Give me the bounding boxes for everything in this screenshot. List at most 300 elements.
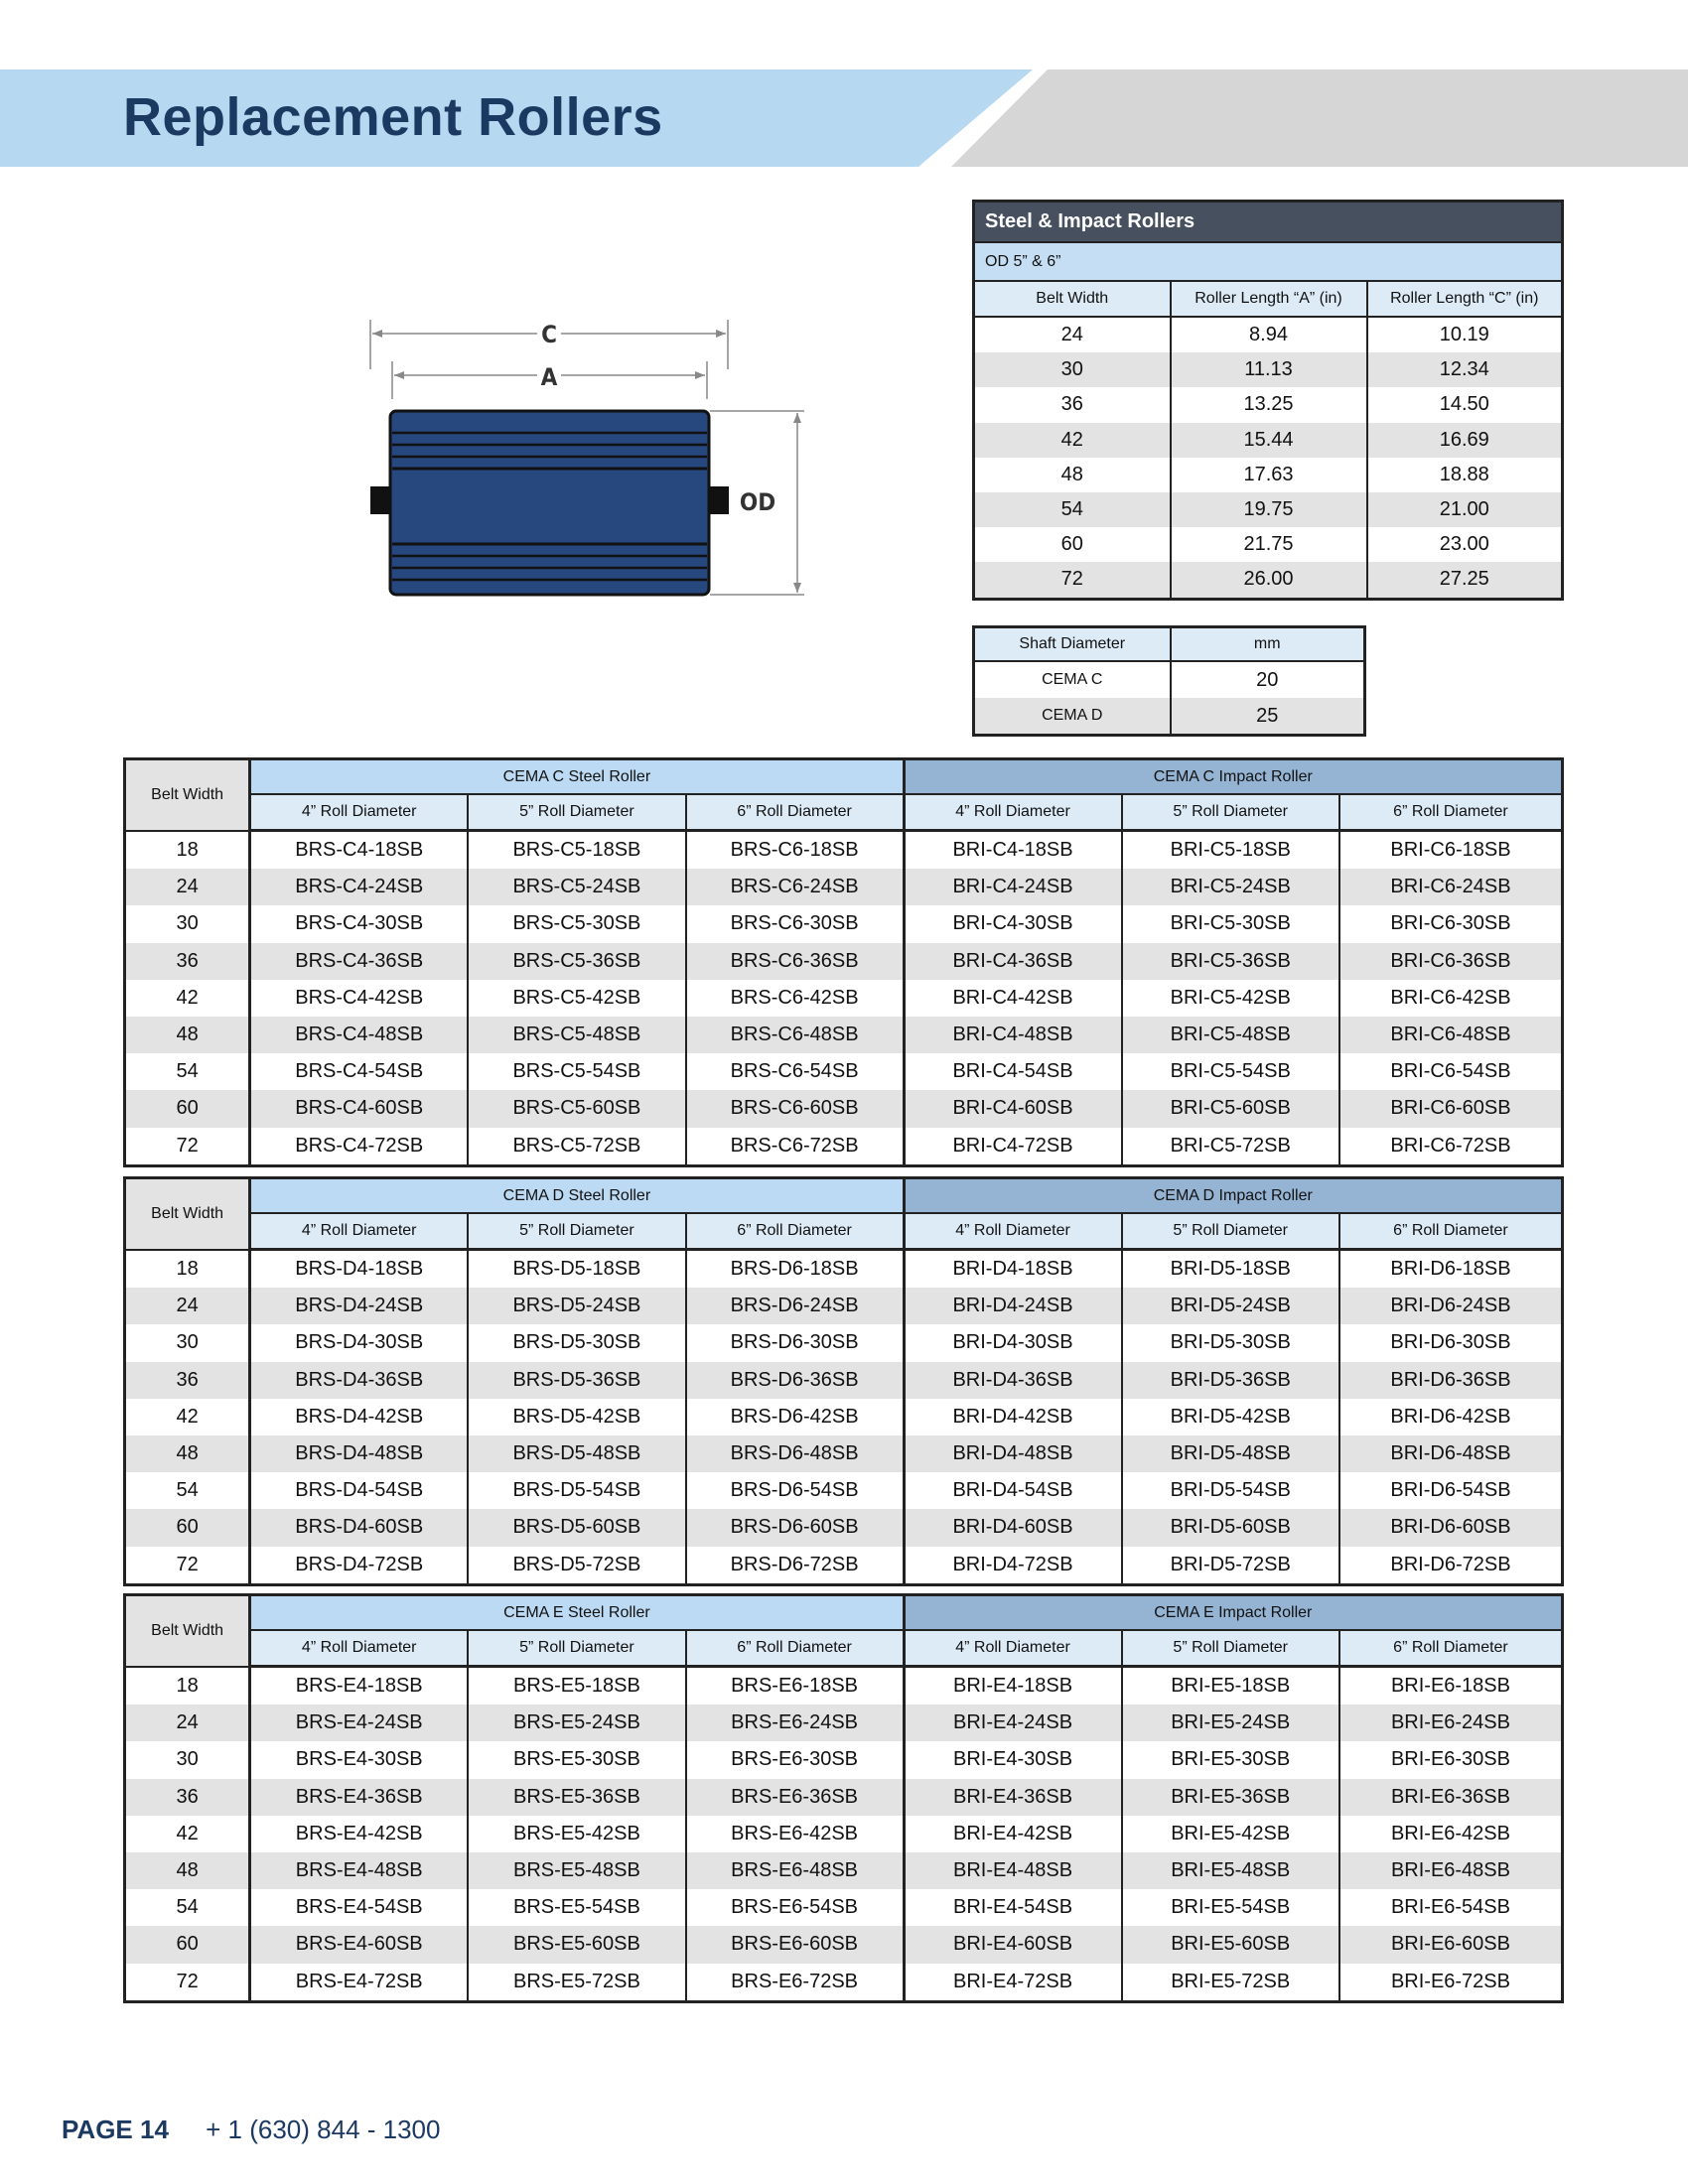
phone-number: + 1 (630) 844 - 1300 [206,2115,441,2144]
belt-width-cell: 30 [125,1741,250,1778]
part-number-cell: BRI-D5-42SB [1122,1399,1339,1435]
roll-diameter-header: 5” Roll Diameter [1122,1213,1339,1250]
part-number-cell: BRS-D6-24SB [686,1288,904,1324]
table-cell: 42 [974,423,1171,458]
part-number-cell: BRS-C4-18SB [250,831,468,870]
part-number-cell: BRS-E6-72SB [686,1964,904,2002]
table-row [125,1472,1563,1509]
part-number-cell: BRI-C6-72SB [1339,1128,1563,1166]
belt-width-cell: 36 [125,943,250,980]
part-number-cell: BRI-D4-72SB [904,1547,1121,1585]
belt-width-cell: 36 [125,1362,250,1399]
table-row [974,458,1563,492]
table-cell: 19.75 [1171,492,1367,527]
part-number-cell: BRI-C6-42SB [1339,980,1563,1017]
part-number-cell: BRS-D4-30SB [250,1324,468,1361]
part-number-cell: BRI-E5-24SB [1122,1705,1339,1741]
belt-width-header: Belt Width [125,1178,250,1250]
table-cell: 15.44 [1171,423,1367,458]
table-cell: 21.75 [1171,527,1367,562]
table-row [125,1053,1563,1090]
belt-width-header: Belt Width [125,1595,250,1667]
table-row [125,943,1563,980]
roll-diameter-header: 4” Roll Diameter [904,1630,1121,1667]
part-number-cell: BRI-D4-42SB [904,1399,1121,1435]
part-number-cell: BRI-D5-72SB [1122,1547,1339,1585]
table-row [125,1964,1563,2002]
table-row [125,905,1563,942]
part-number-cell: BRI-D4-60SB [904,1509,1121,1546]
belt-width-cell: 24 [125,869,250,905]
roll-diameter-header: 6” Roll Diameter [1339,794,1563,831]
steel-roller-group-header: CEMA C Steel Roller [250,759,904,795]
table-cell: 20 [1171,661,1365,698]
part-number-cell: BRS-D5-72SB [468,1547,685,1585]
part-number-cell: BRI-E4-60SB [904,1926,1121,1963]
part-number-cell: BRS-D5-18SB [468,1250,685,1289]
part-number-cell: BRS-C6-48SB [686,1017,904,1053]
part-number-cell: BRI-E6-54SB [1339,1889,1563,1926]
part-number-cell: BRI-D4-18SB [904,1250,1121,1289]
belt-width-cell: 60 [125,1509,250,1546]
label-c: C [541,321,557,348]
part-number-cell: BRS-D5-48SB [468,1435,685,1472]
table-cell: 72 [974,562,1171,599]
belt-width-cell: 42 [125,1816,250,1852]
sub-header-row [125,1213,1563,1250]
part-number-cell: BRI-D4-54SB [904,1472,1121,1509]
table-row [125,1128,1563,1166]
table-row [125,1399,1563,1435]
roll-diameter-header: 4” Roll Diameter [250,1630,468,1667]
table-row [125,1435,1563,1472]
part-number-cell: BRS-E6-54SB [686,1889,904,1926]
part-number-cell: BRS-D5-30SB [468,1324,685,1361]
table-row [974,492,1563,527]
roll-diameter-header: 4” Roll Diameter [250,794,468,831]
belt-width-cell: 60 [125,1090,250,1127]
part-number-cell: BRI-D6-48SB [1339,1435,1563,1472]
part-number-cell: BRS-D4-42SB [250,1399,468,1435]
part-number-cell: BRI-E4-36SB [904,1779,1121,1816]
part-number-cell: BRS-D6-18SB [686,1250,904,1289]
footer [62,2115,440,2145]
part-number-cell: BRS-D5-36SB [468,1362,685,1399]
roll-diameter-header: 4” Roll Diameter [250,1213,468,1250]
part-number-cell: BRI-E4-24SB [904,1705,1121,1741]
part-number-cell: BRS-C5-72SB [468,1128,685,1166]
part-number-cell: BRI-E5-42SB [1122,1816,1339,1852]
part-number-cell: BRI-D4-48SB [904,1435,1121,1472]
belt-width-cell: 24 [125,1705,250,1741]
part-number-cell: BRS-D6-36SB [686,1362,904,1399]
part-number-cell: BRI-D5-36SB [1122,1362,1339,1399]
cema-e-part-table [123,1593,1564,2003]
part-number-cell: BRI-E6-72SB [1339,1964,1563,2002]
part-number-cell: BRI-D5-54SB [1122,1472,1339,1509]
part-number-cell: BRI-C4-30SB [904,905,1121,942]
roll-diameter-header: 6” Roll Diameter [686,1213,904,1250]
table-row [125,1779,1563,1816]
roll-diameter-header: 5” Roll Diameter [468,1630,685,1667]
part-number-cell: BRS-C6-18SB [686,831,904,870]
part-number-cell: BRS-E5-72SB [468,1964,685,2002]
part-number-cell: BRS-E6-18SB [686,1667,904,1706]
part-number-cell: BRS-E5-48SB [468,1852,685,1889]
part-number-cell: BRS-E4-48SB [250,1852,468,1889]
part-number-cell: BRI-E5-18SB [1122,1667,1339,1706]
table-cell: 17.63 [1171,458,1367,492]
part-number-cell: BRS-E6-36SB [686,1779,904,1816]
belt-width-cell: 54 [125,1053,250,1090]
part-number-cell: BRI-C5-54SB [1122,1053,1339,1090]
table-row [125,1705,1563,1741]
part-number-cell: BRS-E6-60SB [686,1926,904,1963]
part-number-cell: BRS-E5-60SB [468,1926,685,1963]
part-number-cell: BRS-E5-54SB [468,1889,685,1926]
part-number-cell: BRI-D4-24SB [904,1288,1121,1324]
part-number-cell: BRI-C5-36SB [1122,943,1339,980]
part-number-cell: BRS-E4-18SB [250,1667,468,1706]
part-number-cell: BRS-C4-48SB [250,1017,468,1053]
part-number-cell: BRI-E4-30SB [904,1741,1121,1778]
roller-length-table [972,200,1564,601]
part-number-cell: BRS-C4-72SB [250,1128,468,1166]
part-number-cell: BRI-D6-36SB [1339,1362,1563,1399]
belt-width-cell: 48 [125,1435,250,1472]
part-number-cell: BRI-C4-48SB [904,1017,1121,1053]
table-cell: 8.94 [1171,317,1367,352]
part-number-cell: BRS-E5-42SB [468,1816,685,1852]
table-row [125,1889,1563,1926]
table-row [125,1090,1563,1127]
part-number-cell: BRI-D5-24SB [1122,1288,1339,1324]
part-number-cell: BRS-C5-18SB [468,831,685,870]
part-number-cell: BRS-D4-54SB [250,1472,468,1509]
part-number-cell: BRI-D4-30SB [904,1324,1121,1361]
part-number-cell: BRI-E5-72SB [1122,1964,1339,2002]
part-number-cell: BRS-D4-48SB [250,1435,468,1472]
group-header-row [125,759,1563,795]
table-row [974,698,1365,736]
part-number-cell: BRI-C5-18SB [1122,831,1339,870]
part-number-cell: BRI-C4-36SB [904,943,1121,980]
part-number-cell: BRS-C4-54SB [250,1053,468,1090]
table-row [125,1852,1563,1889]
part-number-cell: BRS-E5-24SB [468,1705,685,1741]
page-number: PAGE 14 [62,2115,169,2144]
table-row [125,1547,1563,1585]
part-number-cell: BRI-E6-30SB [1339,1741,1563,1778]
part-number-cell: BRI-E4-48SB [904,1852,1121,1889]
part-number-cell: BRS-C5-60SB [468,1090,685,1127]
table-cell: CEMA D [974,698,1171,736]
roll-diameter-header: 4” Roll Diameter [904,1213,1121,1250]
part-number-cell: BRI-C5-42SB [1122,980,1339,1017]
part-number-cell: BRI-C5-30SB [1122,905,1339,942]
part-number-cell: BRS-D5-54SB [468,1472,685,1509]
part-number-cell: BRS-C4-42SB [250,980,468,1017]
part-number-cell: BRS-D6-42SB [686,1399,904,1435]
part-number-cell: BRS-E6-42SB [686,1816,904,1852]
part-number-cell: BRS-D4-18SB [250,1250,468,1289]
part-number-cell: BRI-D6-24SB [1339,1288,1563,1324]
column-header: Roller Length “A” (in) [1171,281,1367,317]
part-number-cell: BRI-C4-72SB [904,1128,1121,1166]
table-row [125,1324,1563,1361]
roll-diameter-header: 4” Roll Diameter [904,794,1121,831]
spec-table-subtitle: OD 5” & 6” [974,242,1563,281]
part-number-cell: BRI-C6-36SB [1339,943,1563,980]
part-number-cell: BRS-C6-72SB [686,1128,904,1166]
part-number-cell: BRS-D4-60SB [250,1509,468,1546]
part-number-cell: BRI-C4-42SB [904,980,1121,1017]
table-cell: 18.88 [1367,458,1563,492]
part-number-cell: BRS-E6-24SB [686,1705,904,1741]
table-row [125,1250,1563,1289]
table-row [974,423,1563,458]
part-number-cell: BRS-D4-24SB [250,1288,468,1324]
spec-table-title: Steel & Impact Rollers [974,202,1563,243]
belt-width-cell: 60 [125,1926,250,1963]
part-number-cell: BRI-C5-60SB [1122,1090,1339,1127]
part-number-cell: BRI-E5-30SB [1122,1741,1339,1778]
part-number-cell: BRS-C4-24SB [250,869,468,905]
part-number-cell: BRI-E6-48SB [1339,1852,1563,1889]
table-row [125,1288,1563,1324]
table-cell: 48 [974,458,1171,492]
group-header-row [125,1595,1563,1631]
belt-width-cell: 72 [125,1547,250,1585]
belt-width-cell: 42 [125,980,250,1017]
table-row [125,1509,1563,1546]
group-header-row [125,1178,1563,1214]
table-cell: 13.25 [1171,387,1367,422]
part-number-cell: BRS-C5-24SB [468,869,685,905]
part-number-cell: BRI-E6-60SB [1339,1926,1563,1963]
belt-width-cell: 18 [125,831,250,870]
part-number-cell: BRS-C4-36SB [250,943,468,980]
table-cell: 14.50 [1367,387,1563,422]
part-number-cell: BRI-C6-48SB [1339,1017,1563,1053]
belt-width-cell: 54 [125,1889,250,1926]
part-number-cell: BRS-D5-42SB [468,1399,685,1435]
cema-c-part-table [123,757,1564,1167]
part-number-cell: BRI-E4-18SB [904,1667,1121,1706]
part-number-cell: BRS-D6-72SB [686,1547,904,1585]
part-number-cell: BRI-D6-42SB [1339,1399,1563,1435]
part-number-cell: BRI-C6-30SB [1339,905,1563,942]
part-number-cell: BRI-E5-54SB [1122,1889,1339,1926]
table-row [125,1816,1563,1852]
roll-diameter-header: 5” Roll Diameter [1122,1630,1339,1667]
label-a: A [540,363,558,391]
part-number-cell: BRS-D6-60SB [686,1509,904,1546]
part-number-cell: BRS-C5-36SB [468,943,685,980]
belt-width-cell: 48 [125,1852,250,1889]
part-number-cell: BRI-D6-54SB [1339,1472,1563,1509]
steel-roller-group-header: CEMA D Steel Roller [250,1178,904,1214]
part-number-cell: BRS-E4-30SB [250,1741,468,1778]
belt-width-cell: 42 [125,1399,250,1435]
part-number-cell: BRI-C4-18SB [904,831,1121,870]
part-number-cell: BRS-C6-36SB [686,943,904,980]
roll-diameter-header: 5” Roll Diameter [468,1213,685,1250]
part-number-cell: BRI-D4-36SB [904,1362,1121,1399]
part-number-cell: BRS-E4-36SB [250,1779,468,1816]
part-number-cell: BRI-E4-42SB [904,1816,1121,1852]
roll-diameter-header: 6” Roll Diameter [1339,1630,1563,1667]
table-cell: 25 [1171,698,1365,736]
table-row [974,562,1563,599]
part-number-cell: BRI-C4-54SB [904,1053,1121,1090]
table-row [974,527,1563,562]
roll-diameter-header: 5” Roll Diameter [468,794,685,831]
part-number-cell: BRS-E5-36SB [468,1779,685,1816]
part-number-cell: BRI-E6-42SB [1339,1816,1563,1852]
belt-width-cell: 72 [125,1964,250,2002]
table-cell: 21.00 [1367,492,1563,527]
impact-roller-group-header: CEMA D Impact Roller [904,1178,1562,1214]
part-number-cell: BRS-E4-42SB [250,1816,468,1852]
part-number-cell: BRS-C5-54SB [468,1053,685,1090]
table-cell: 24 [974,317,1171,352]
belt-width-header: Belt Width [125,759,250,831]
part-number-cell: BRI-D5-30SB [1122,1324,1339,1361]
header-banner [0,0,1688,169]
belt-width-cell: 54 [125,1472,250,1509]
table-cell: CEMA C [974,661,1171,698]
table-row [974,352,1563,387]
part-number-cell: BRI-E5-48SB [1122,1852,1339,1889]
part-number-cell: BRI-D6-60SB [1339,1509,1563,1546]
steel-roller-group-header: CEMA E Steel Roller [250,1595,904,1631]
belt-width-cell: 36 [125,1779,250,1816]
part-number-cell: BRI-C6-18SB [1339,831,1563,870]
part-number-cell: BRI-D6-18SB [1339,1250,1563,1289]
column-header: Belt Width [974,281,1171,317]
table-cell: 23.00 [1367,527,1563,562]
part-number-cell: BRS-D6-30SB [686,1324,904,1361]
part-number-cell: BRI-C5-48SB [1122,1017,1339,1053]
part-number-cell: BRI-D5-48SB [1122,1435,1339,1472]
table-cell: 54 [974,492,1171,527]
part-number-cell: BRS-D6-48SB [686,1435,904,1472]
cema-d-part-table [123,1176,1564,1586]
table-row [125,869,1563,905]
part-number-cell: BRS-D4-72SB [250,1547,468,1585]
belt-width-cell: 72 [125,1128,250,1166]
part-number-cell: BRI-C4-60SB [904,1090,1121,1127]
part-number-cell: BRI-E4-72SB [904,1964,1121,2002]
part-number-cell: BRI-D6-72SB [1339,1547,1563,1585]
part-number-cell: BRI-D5-18SB [1122,1250,1339,1289]
part-number-cell: BRI-C5-24SB [1122,869,1339,905]
part-number-cell: BRI-C6-24SB [1339,869,1563,905]
part-number-cell: BRI-E6-18SB [1339,1667,1563,1706]
label-od: OD [739,488,776,516]
belt-width-cell: 30 [125,905,250,942]
part-number-cell: BRS-C5-48SB [468,1017,685,1053]
belt-width-cell: 18 [125,1250,250,1289]
belt-width-cell: 24 [125,1288,250,1324]
table-cell: 60 [974,527,1171,562]
part-number-cell: BRS-C6-24SB [686,869,904,905]
roll-diameter-header: 6” Roll Diameter [1339,1213,1563,1250]
part-number-cell: BRS-E5-30SB [468,1741,685,1778]
part-number-cell: BRS-E5-18SB [468,1667,685,1706]
roll-diameter-header: 6” Roll Diameter [686,1630,904,1667]
part-number-cell: BRI-E5-60SB [1122,1926,1339,1963]
table-cell: 12.34 [1367,352,1563,387]
part-number-cell: BRS-C6-60SB [686,1090,904,1127]
part-number-cell: BRS-E4-24SB [250,1705,468,1741]
part-number-cell: BRS-E6-30SB [686,1741,904,1778]
table-row [125,1362,1563,1399]
table-cell: 10.19 [1367,317,1563,352]
part-number-cell: BRI-C5-72SB [1122,1128,1339,1166]
part-number-cell: BRS-D5-24SB [468,1288,685,1324]
column-header: mm [1171,627,1365,662]
part-number-cell: BRS-D6-54SB [686,1472,904,1509]
table-cell: 11.13 [1171,352,1367,387]
part-number-cell: BRS-E6-48SB [686,1852,904,1889]
table-row [974,661,1365,698]
belt-width-cell: 48 [125,1017,250,1053]
table-row [125,1017,1563,1053]
part-number-cell: BRI-E4-54SB [904,1889,1121,1926]
part-number-cell: BRS-C6-54SB [686,1053,904,1090]
part-number-cell: BRI-E6-36SB [1339,1779,1563,1816]
part-number-cell: BRS-C5-42SB [468,980,685,1017]
part-number-cell: BRS-C4-60SB [250,1090,468,1127]
impact-roller-group-header: CEMA C Impact Roller [904,759,1562,795]
table-cell: 36 [974,387,1171,422]
part-number-cell: BRI-C4-24SB [904,869,1121,905]
part-number-cell: BRS-E4-60SB [250,1926,468,1963]
roller-diagram [352,310,819,608]
part-number-cell: BRI-E5-36SB [1122,1779,1339,1816]
table-cell: 27.25 [1367,562,1563,599]
table-row [974,317,1563,352]
part-number-cell: BRI-D5-60SB [1122,1509,1339,1546]
column-header: Shaft Diameter [974,627,1171,662]
table-row [974,387,1563,422]
part-number-cell: BRS-D5-60SB [468,1509,685,1546]
table-row [125,1926,1563,1963]
part-number-cell: BRS-C6-30SB [686,905,904,942]
sub-header-row [125,1630,1563,1667]
part-number-cell: BRS-E4-54SB [250,1889,468,1926]
table-cell: 26.00 [1171,562,1367,599]
table-row [125,1741,1563,1778]
roll-diameter-header: 5” Roll Diameter [1122,794,1339,831]
table-row [125,1667,1563,1706]
sub-header-row [125,794,1563,831]
part-number-cell: BRI-C6-60SB [1339,1090,1563,1127]
part-number-cell: BRS-C6-42SB [686,980,904,1017]
table-row [125,980,1563,1017]
column-header: Roller Length “C” (in) [1367,281,1563,317]
belt-width-cell: 30 [125,1324,250,1361]
part-number-cell: BRI-D6-30SB [1339,1324,1563,1361]
impact-roller-group-header: CEMA E Impact Roller [904,1595,1562,1631]
belt-width-cell: 18 [125,1667,250,1706]
page-title: Replacement Rollers [123,87,663,147]
table-row [125,831,1563,870]
shaft-diameter-table [972,625,1366,737]
table-cell: 16.69 [1367,423,1563,458]
